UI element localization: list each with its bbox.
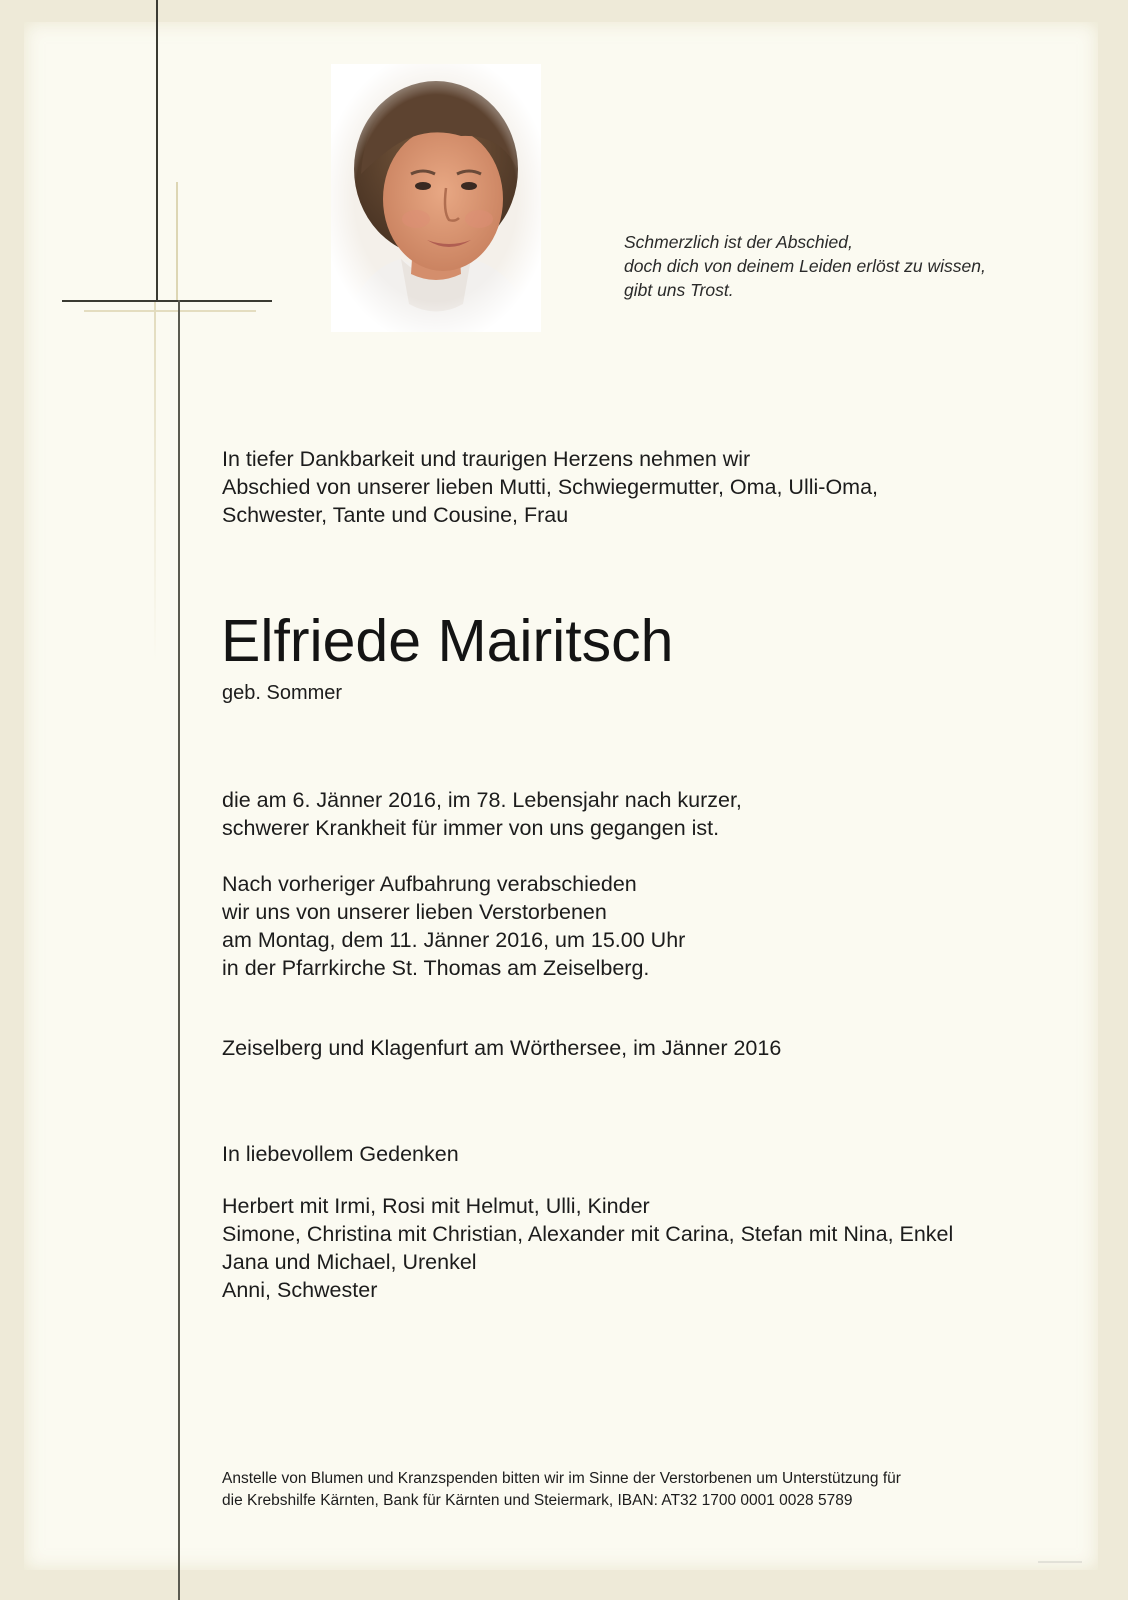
intro-line: Abschied von unserer lieben Mutti, Schwiegermutter, Oma, Ulli-Oma, — [222, 475, 879, 499]
donation-line: Anstelle von Blumen und Kranzspenden bitten wir im Sinne der Verstorbenen um Unterstützung für — [222, 1470, 901, 1487]
farewell-paragraph — [222, 870, 685, 982]
farewell-line: Nach vorheriger Aufbahrung verabschieden — [222, 872, 637, 896]
cross-upper-beam — [156, 0, 158, 302]
watermark-mark — [1038, 1558, 1082, 1566]
quote-line: Schmerzlich ist der Abschied, — [624, 232, 853, 252]
portrait-photo — [331, 64, 541, 332]
deceased-name: Elfriede Mairitsch — [221, 608, 674, 674]
cross-shadow-horizontal — [84, 310, 256, 312]
mourner-line: Herbert mit Irmi, Rosi mit Helmut, Ulli, Kinder — [222, 1194, 650, 1218]
passing-line: die am 6. Jänner 2016, im 78. Lebensjahr nach kurzer, — [222, 788, 742, 812]
epitaph-quote — [624, 230, 1094, 302]
mourner-line: Anni, Schwester — [222, 1278, 378, 1302]
cross-lower-beam — [178, 300, 180, 1600]
passing-paragraph — [222, 786, 742, 842]
mourners-list — [222, 1192, 953, 1304]
intro-line: Schwester, Tante und Cousine, Frau — [222, 503, 569, 527]
farewell-line: wir uns von unserer lieben Verstorbenen — [222, 900, 607, 924]
quote-line: doch dich von deinem Leiden erlöst zu wissen, — [624, 256, 986, 276]
cross-crossbar — [62, 300, 272, 302]
cross-shadow-vertical-lower — [154, 302, 156, 662]
mourner-line: Simone, Christina mit Christian, Alexander mit Carina, Stefan mit Nina, Enkel — [222, 1222, 954, 1246]
cross-shadow-vertical — [176, 182, 178, 302]
farewell-line: in der Pfarrkirche St. Thomas am Zeiselberg. — [222, 956, 650, 980]
quote-line: gibt uns Trost. — [624, 280, 734, 300]
donation-line: die Krebshilfe Kärnten, Bank für Kärnten und Steiermark, IBAN: AT32 1700 0001 0028 5789 — [222, 1492, 853, 1509]
intro-paragraph — [222, 445, 878, 529]
memorial-line: In liebevollem Gedenken — [222, 1142, 459, 1166]
intro-line: In tiefer Dankbarkeit und traurigen Herzens nehmen wir — [222, 447, 751, 471]
passing-line: schwerer Krankheit für immer von uns gegangen ist. — [222, 816, 720, 840]
place-date: Zeiselberg und Klagenfurt am Wörthersee, im Jänner 2016 — [222, 1036, 782, 1060]
farewell-line: am Montag, dem 11. Jänner 2016, um 15.00 Uhr — [222, 928, 686, 952]
maiden-name: geb. Sommer — [222, 682, 343, 704]
mourner-line: Jana und Michael, Urenkel — [222, 1250, 477, 1274]
donation-notice — [222, 1468, 901, 1512]
